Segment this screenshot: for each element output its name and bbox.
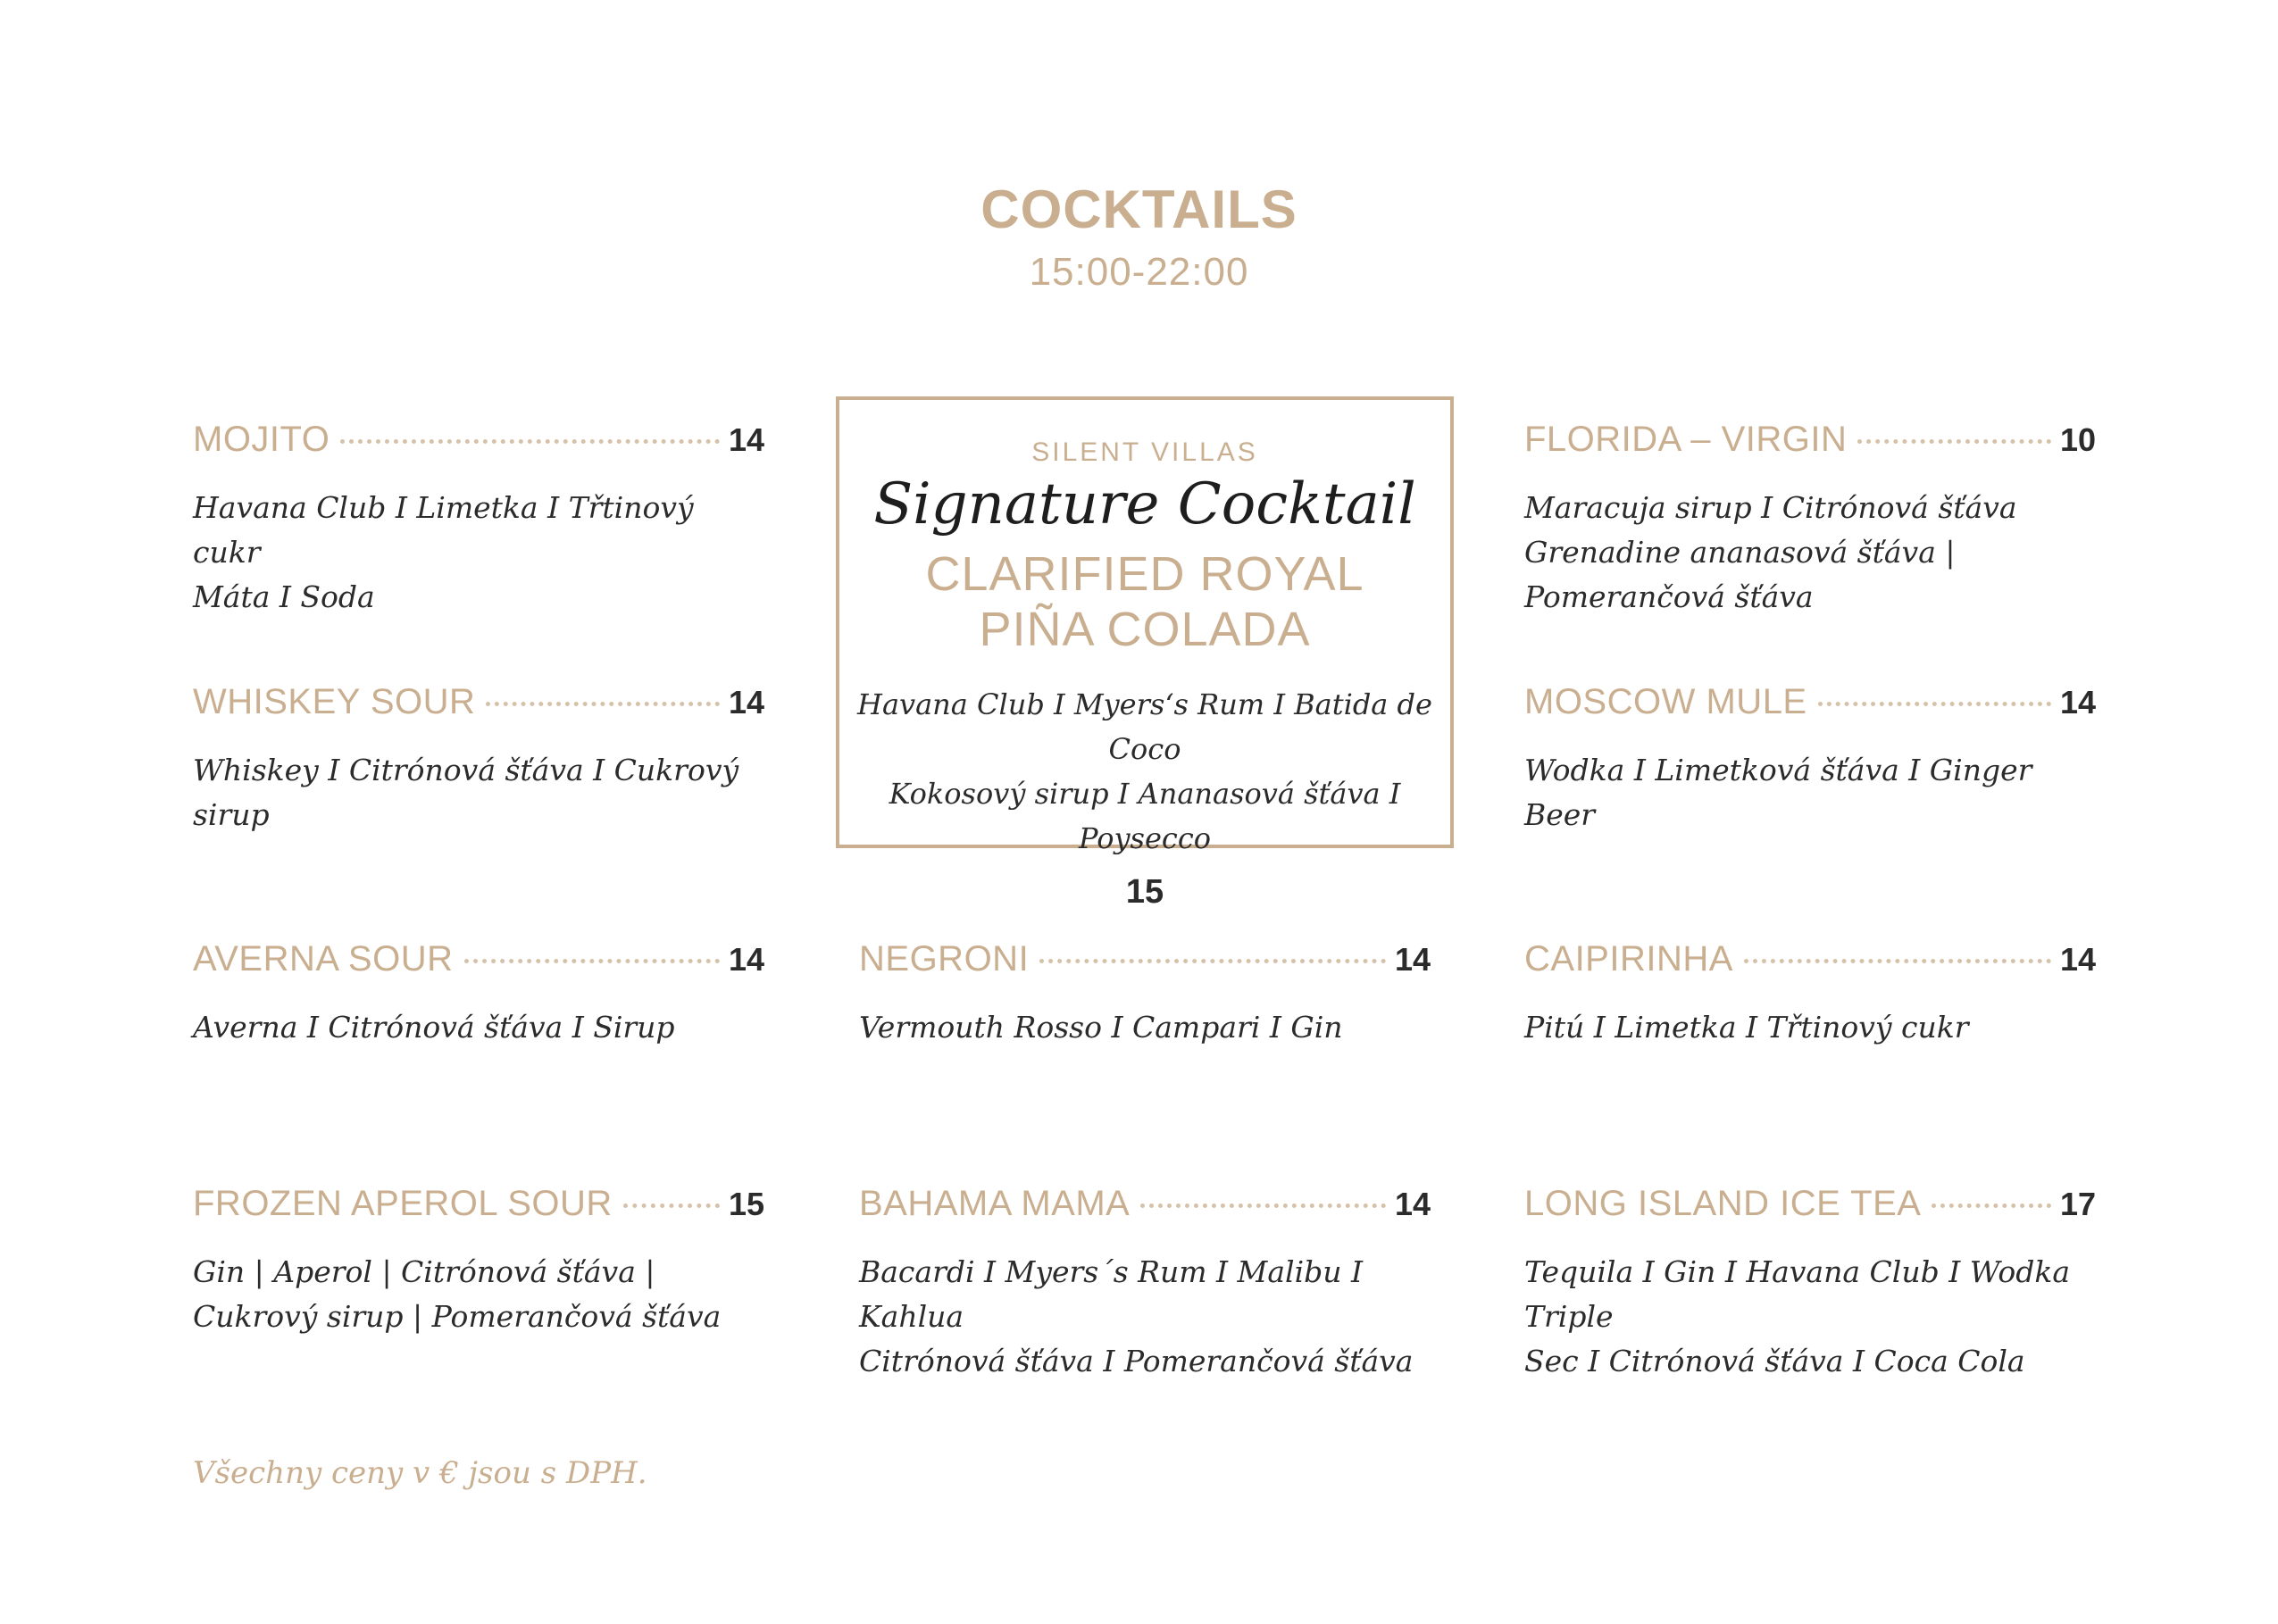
item-description: [193, 748, 764, 837]
item-description: [1524, 1250, 2096, 1384]
signature-name-line: CLARIFIED ROYAL: [925, 547, 1364, 601]
signature-price: 15: [1125, 873, 1164, 911]
dot-leader: [340, 439, 720, 444]
item-price: 14: [728, 941, 764, 978]
signature-description-line: Havana Club I Myers‘s Rum I Batida de Coco: [857, 687, 1432, 766]
dot-leader: [464, 959, 720, 963]
item-description-line: Havana Club I Limetka I Třtinový cukr: [193, 490, 694, 570]
item-description: [1524, 1005, 2096, 1050]
item-description-line: Pitú I Limetka I Třtinový cukr: [1524, 1010, 1969, 1045]
item-name: AVERNA SOUR: [193, 939, 454, 979]
signature-cocktail-box: [836, 396, 1454, 911]
item-header: [1524, 1184, 2096, 1237]
item-header: [193, 1184, 764, 1237]
item-description-line: Citrónová šťáva I Pomerančová šťáva: [859, 1344, 1414, 1378]
item-header: [1524, 420, 2096, 473]
menu-item-caipirinha: [1524, 939, 2096, 1050]
item-name: LONG ISLAND ICE TEA: [1524, 1184, 1922, 1223]
item-name: MOJITO: [193, 420, 330, 459]
menu-item-whiskey-sour: [193, 682, 764, 837]
page-title: COCKTAILS: [980, 179, 1298, 239]
item-price: 17: [2059, 1186, 2096, 1222]
item-description: [193, 1250, 764, 1339]
item-name: FLORIDA – VIRGIN: [1524, 420, 1848, 459]
item-price: 14: [728, 684, 764, 720]
item-description: [1524, 748, 2096, 837]
item-description: [859, 1005, 1431, 1050]
menu-item-mojito: [193, 420, 764, 620]
dot-leader: [1039, 959, 1386, 963]
signature-name: [839, 546, 1450, 657]
item-description: [1524, 486, 2096, 620]
item-description-line: Bacardi I Myers´s Rum I Malibu I Kahlua: [859, 1254, 1364, 1334]
item-description-line: Maracuja sirup I Citrónová šťáva: [1524, 490, 2017, 525]
price-footnote: Všechny ceny v € jsou s DPH.: [193, 1455, 647, 1491]
item-description-line: Wodka I Limetková šťáva I Ginger Beer: [1524, 753, 2032, 832]
signature-name-line: PIÑA COLADA: [979, 603, 1311, 656]
item-price: 14: [2059, 941, 2096, 978]
signature-description: [839, 682, 1450, 861]
item-description: [193, 486, 764, 620]
opening-hours: 15:00-22:00: [1029, 250, 1249, 294]
item-description-line: Tequila I Gin I Havana Club I Wodka Triple: [1524, 1254, 2071, 1334]
item-header: [1524, 682, 2096, 736]
menu-item-frozen-aperol-sour: [193, 1184, 764, 1339]
item-description: [859, 1250, 1431, 1384]
item-price: 15: [728, 1186, 764, 1222]
item-description-line: Gin | Aperol | Citrónová šťáva |: [193, 1254, 655, 1289]
item-description-line: Vermouth Rosso I Campari I Gin: [859, 1010, 1343, 1045]
item-name: MOSCOW MULE: [1524, 682, 1807, 721]
item-description-line: Sec I Citrónová šťáva I Coca Cola: [1524, 1344, 2025, 1378]
dot-leader: [1857, 439, 2051, 444]
menu-item-averna-sour: [193, 939, 764, 1050]
item-name: NEGRONI: [859, 939, 1030, 979]
item-header: [859, 939, 1431, 993]
item-header: [1524, 939, 2096, 993]
item-name: WHISKEY SOUR: [193, 682, 476, 721]
dot-leader: [1818, 702, 2051, 706]
menu-item-moscow-mule: [1524, 682, 2096, 837]
dot-leader: [623, 1203, 720, 1208]
signature-description-line: Kokosový sirup I Ananasová šťáva I Poysecco: [889, 777, 1401, 855]
item-price: 14: [2059, 684, 2096, 720]
item-description-line: Cukrový sirup | Pomerančová šťáva: [193, 1299, 722, 1334]
item-description-line: Máta I Soda: [193, 579, 375, 614]
signature-brand: SILENT VILLAS: [1031, 437, 1258, 467]
dot-leader: [486, 702, 720, 706]
menu-item-long-island-ice-tea: [1524, 1184, 2096, 1384]
item-description-line: Grenadine ananasová šťáva | Pomerančová šťáva: [1524, 535, 1956, 614]
item-description-line: Whiskey I Citrónová šťáva I Cukrový sirup: [193, 753, 739, 832]
dot-leader: [1140, 1203, 1386, 1208]
item-name: CAIPIRINHA: [1524, 939, 1733, 979]
menu-item-negroni: [859, 939, 1431, 1050]
item-header: [193, 939, 764, 993]
item-price: 14: [1394, 941, 1431, 978]
item-description: [193, 1005, 764, 1050]
item-name: BAHAMA MAMA: [859, 1184, 1131, 1223]
signature-script-heading: Signature Cocktail: [873, 471, 1416, 537]
dot-leader: [1932, 1203, 2051, 1208]
menu-item-bahama-mama: [859, 1184, 1431, 1384]
item-header: [193, 420, 764, 473]
dot-leader: [1744, 959, 2051, 963]
item-header: [859, 1184, 1431, 1237]
item-description-line: Averna I Citrónová šťáva I Sirup: [193, 1010, 675, 1045]
item-price: 14: [728, 421, 764, 458]
item-price: 10: [2059, 421, 2096, 458]
item-header: [193, 682, 764, 736]
menu-item-florida-virgin: [1524, 420, 2096, 620]
item-name: FROZEN APEROL SOUR: [193, 1184, 613, 1223]
item-price: 14: [1394, 1186, 1431, 1222]
